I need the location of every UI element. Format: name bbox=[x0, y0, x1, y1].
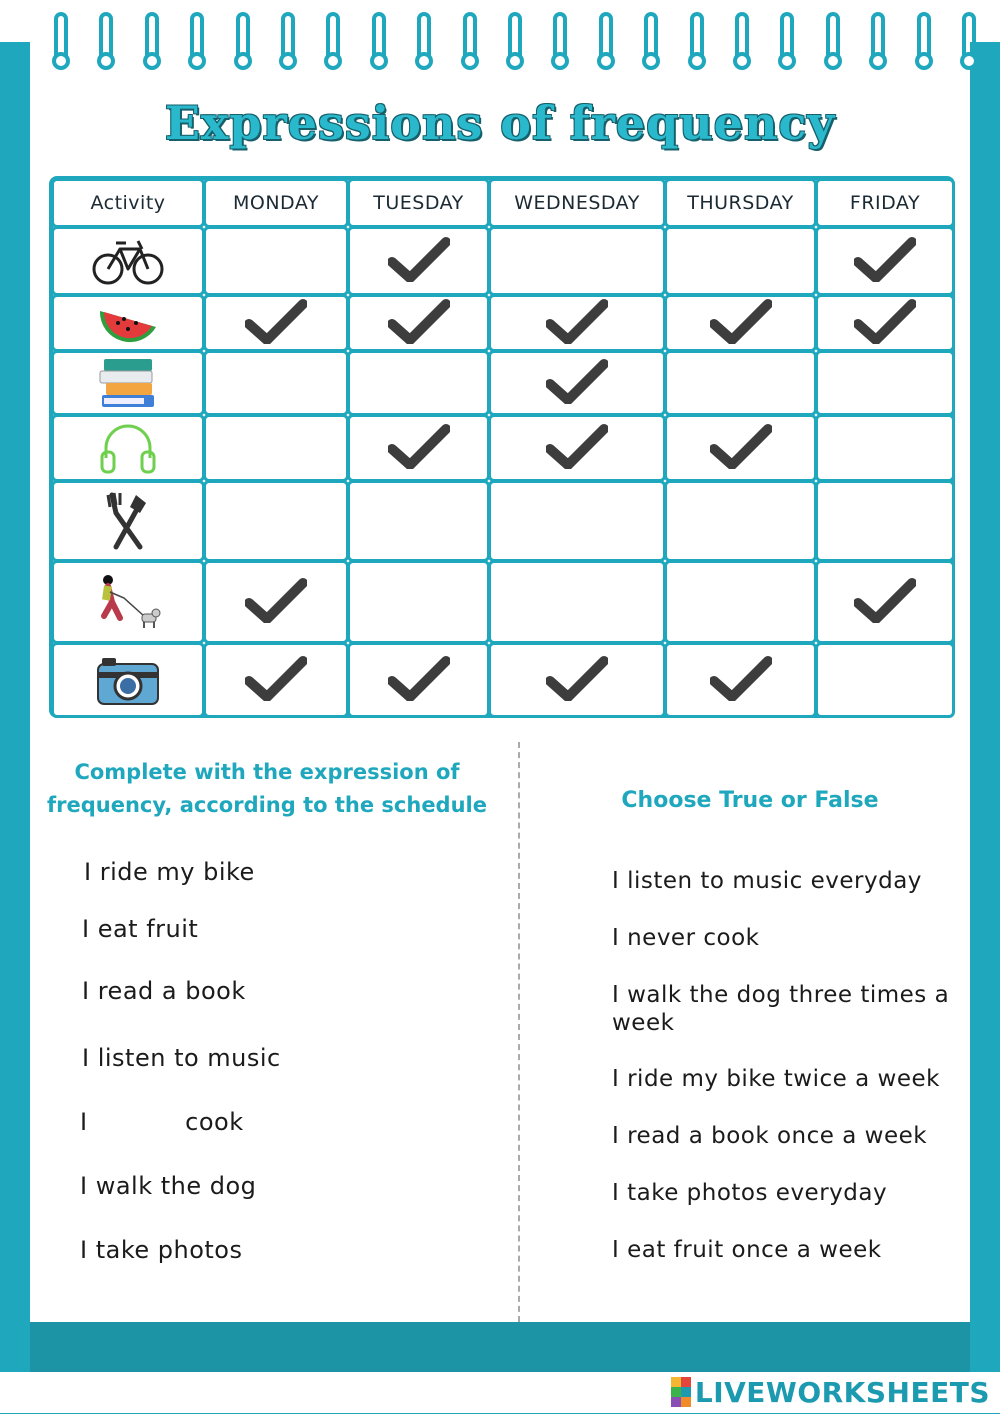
checkmark-icon bbox=[710, 655, 772, 705]
spiral-ring bbox=[690, 12, 704, 70]
spiral-ring bbox=[599, 12, 613, 70]
sentence-ride-bike: I ride my bike bbox=[84, 858, 255, 886]
right-instructions: Choose True or False bbox=[621, 788, 879, 813]
checkmark-icon bbox=[710, 423, 772, 473]
checkmark-icon bbox=[854, 236, 916, 286]
day-cell-wednesday bbox=[488, 294, 666, 352]
day-cell-monday bbox=[203, 350, 349, 416]
spiral-ring bbox=[553, 12, 567, 70]
day-cell-thursday bbox=[664, 350, 817, 416]
header-wednesday: WEDNESDAY bbox=[488, 178, 666, 228]
books-icon bbox=[90, 353, 166, 413]
day-cell-friday bbox=[815, 414, 955, 482]
day-cell-tuesday bbox=[347, 350, 490, 416]
checkmark-icon bbox=[245, 298, 307, 348]
statement-3: I walk the dog three times a week bbox=[612, 982, 950, 1036]
spiral-ring bbox=[508, 12, 522, 70]
spiral-ring bbox=[281, 12, 295, 70]
checkmark-icon bbox=[388, 298, 450, 348]
column-divider bbox=[518, 742, 520, 1322]
statement-1: I listen to music everyday bbox=[612, 868, 922, 894]
day-cell-monday bbox=[203, 414, 349, 482]
checkmark-icon bbox=[388, 423, 450, 473]
checkmark-icon bbox=[388, 236, 450, 286]
header-tuesday: TUESDAY bbox=[347, 178, 490, 228]
headphones-icon bbox=[90, 418, 166, 478]
day-cell-thursday bbox=[664, 414, 817, 482]
liveworksheets-logo[interactable] bbox=[671, 1374, 990, 1410]
day-cell-friday bbox=[815, 642, 955, 718]
statement-5: I read a book once a week bbox=[612, 1123, 928, 1149]
day-cell-tuesday bbox=[347, 560, 490, 644]
spiral-ring bbox=[644, 12, 658, 70]
checkmark-icon bbox=[546, 655, 608, 705]
day-cell-tuesday bbox=[347, 480, 490, 562]
day-cell-thursday bbox=[664, 226, 817, 296]
camera-icon bbox=[90, 650, 166, 710]
sentence-walk-dog: I walk the dog bbox=[80, 1172, 257, 1200]
day-cell-tuesday bbox=[347, 294, 490, 352]
day-cell-wednesday bbox=[488, 560, 666, 644]
checkmark-icon bbox=[710, 298, 772, 348]
day-cell-wednesday bbox=[488, 350, 666, 416]
spiral-ring bbox=[54, 12, 68, 70]
checkmark-icon bbox=[245, 577, 307, 627]
checkmark-icon bbox=[245, 655, 307, 705]
activity-cell bbox=[51, 480, 205, 562]
sentence-eat-fruit: I eat fruit bbox=[82, 915, 199, 943]
day-cell-monday bbox=[203, 480, 349, 562]
day-cell-wednesday bbox=[488, 642, 666, 718]
checkmark-icon bbox=[854, 577, 916, 627]
sentence-listen-music: I listen to music bbox=[82, 1044, 281, 1072]
cooking-utensils-icon bbox=[90, 491, 166, 551]
day-cell-friday bbox=[815, 226, 955, 296]
watermelon-icon bbox=[90, 293, 166, 353]
spiral-ring bbox=[962, 12, 976, 70]
worksheet-title: Expressions of frequency bbox=[164, 96, 836, 150]
header-monday: MONDAY bbox=[203, 178, 349, 228]
day-cell-monday bbox=[203, 642, 349, 718]
activity-cell bbox=[51, 414, 205, 482]
day-cell-friday bbox=[815, 294, 955, 352]
spiral-ring bbox=[99, 12, 113, 70]
schedule-table bbox=[49, 176, 955, 718]
day-cell-monday bbox=[203, 226, 349, 296]
checkmark-icon bbox=[546, 358, 608, 408]
spiral-ring bbox=[917, 12, 931, 70]
sentence-read-book: I read a book bbox=[82, 977, 246, 1005]
spiral-ring bbox=[735, 12, 749, 70]
statement-4: I ride my bike twice a week bbox=[612, 1066, 940, 1092]
activity-cell bbox=[51, 350, 205, 416]
day-cell-friday bbox=[815, 350, 955, 416]
day-cell-wednesday bbox=[488, 414, 666, 482]
spiral-ring bbox=[826, 12, 840, 70]
statement-7: I eat fruit once a week bbox=[612, 1237, 882, 1263]
activity-cell bbox=[51, 294, 205, 352]
sentence-take-photos: I take photos bbox=[80, 1236, 243, 1264]
checkmark-icon bbox=[388, 655, 450, 705]
bicycle-icon bbox=[90, 231, 166, 291]
day-cell-wednesday bbox=[488, 226, 666, 296]
logo-text: LIVEWORKSHEETS bbox=[694, 1375, 990, 1409]
left-heading-line2: frequency, according to the schedule bbox=[47, 793, 487, 817]
statement-2: I never cook bbox=[612, 925, 760, 951]
dog-walking-icon bbox=[90, 572, 166, 632]
bottom-band bbox=[30, 1322, 970, 1372]
left-heading-line1: Complete with the expression of bbox=[74, 760, 460, 784]
day-cell-thursday bbox=[664, 560, 817, 644]
day-cell-tuesday bbox=[347, 642, 490, 718]
activity-cell bbox=[51, 226, 205, 296]
header-thursday: THURSDAY bbox=[664, 178, 817, 228]
logo-badge-icon bbox=[671, 1377, 691, 1407]
day-cell-thursday bbox=[664, 480, 817, 562]
spiral-ring bbox=[236, 12, 250, 70]
statement-6: I take photos everyday bbox=[612, 1180, 888, 1206]
spiral-ring bbox=[417, 12, 431, 70]
day-cell-tuesday bbox=[347, 226, 490, 296]
spiral-ring bbox=[463, 12, 477, 70]
spiral-ring bbox=[780, 12, 794, 70]
header-friday: FRIDAY bbox=[815, 178, 955, 228]
spiral-ring bbox=[326, 12, 340, 70]
checkmark-icon bbox=[546, 423, 608, 473]
day-cell-tuesday bbox=[347, 414, 490, 482]
spiral-ring bbox=[372, 12, 386, 70]
checkmark-icon bbox=[854, 298, 916, 348]
activity-cell bbox=[51, 642, 205, 718]
sentence-cook: I cook bbox=[80, 1108, 244, 1136]
day-cell-monday bbox=[203, 294, 349, 352]
day-cell-friday bbox=[815, 480, 955, 562]
checkmark-icon bbox=[546, 298, 608, 348]
spiral-ring bbox=[871, 12, 885, 70]
day-cell-friday bbox=[815, 560, 955, 644]
spiral-ring bbox=[190, 12, 204, 70]
day-cell-wednesday bbox=[488, 480, 666, 562]
day-cell-monday bbox=[203, 560, 349, 644]
spiral-ring bbox=[145, 12, 159, 70]
day-cell-thursday bbox=[664, 642, 817, 718]
header-activity: Activity bbox=[51, 178, 205, 228]
activity-cell bbox=[51, 560, 205, 644]
left-instructions bbox=[44, 756, 490, 822]
day-cell-thursday bbox=[664, 294, 817, 352]
